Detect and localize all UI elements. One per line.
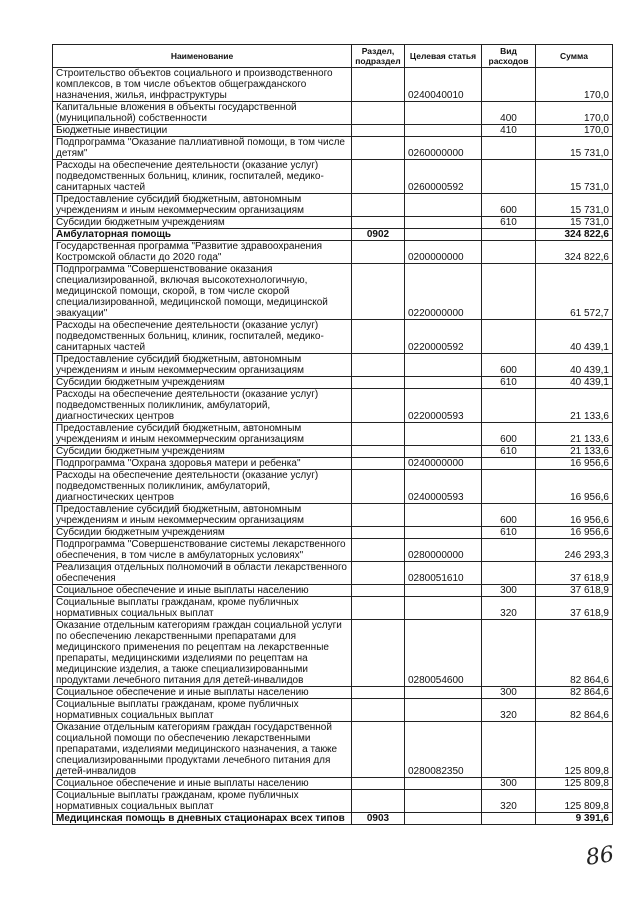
cell-expense bbox=[482, 264, 536, 320]
cell-sum: 125 809,8 bbox=[536, 790, 613, 813]
cell-target: 0280000000 bbox=[405, 539, 482, 562]
cell-section bbox=[352, 597, 405, 620]
cell-expense bbox=[482, 813, 536, 825]
cell-expense: 300 bbox=[482, 778, 536, 790]
cell-target: 0240000593 bbox=[405, 470, 482, 504]
cell-name: Субсидии бюджетным учреждениям bbox=[53, 446, 352, 458]
table-row bbox=[53, 790, 613, 813]
cell-sum: 15 731,0 bbox=[536, 137, 613, 160]
cell-section bbox=[352, 778, 405, 790]
cell-name: Расходы на обеспечение деятельности (оказание услуг) подведомственных поликлиник, амбулаторий, диагностических центров bbox=[53, 389, 352, 423]
cell-expense bbox=[482, 458, 536, 470]
cell-name: Капитальные вложения в объекты государственной (муниципальной) собственности bbox=[53, 102, 352, 125]
cell-target: 0220000000 bbox=[405, 264, 482, 320]
cell-section bbox=[352, 527, 405, 539]
cell-expense bbox=[482, 722, 536, 778]
header-target: Целевая статья bbox=[405, 45, 482, 68]
cell-expense bbox=[482, 229, 536, 241]
cell-target: 0260000592 bbox=[405, 160, 482, 194]
table-row bbox=[53, 585, 613, 597]
cell-expense: 320 bbox=[482, 699, 536, 722]
cell-sum: 15 731,0 bbox=[536, 160, 613, 194]
cell-sum: 125 809,8 bbox=[536, 778, 613, 790]
table-row bbox=[53, 446, 613, 458]
cell-sum: 246 293,3 bbox=[536, 539, 613, 562]
cell-section bbox=[352, 470, 405, 504]
cell-name: Субсидии бюджетным учреждениям bbox=[53, 527, 352, 539]
cell-section bbox=[352, 102, 405, 125]
cell-expense: 320 bbox=[482, 597, 536, 620]
cell-expense: 410 bbox=[482, 125, 536, 137]
header-sum: Сумма bbox=[536, 45, 613, 68]
cell-expense: 320 bbox=[482, 790, 536, 813]
table-row bbox=[53, 354, 613, 377]
cell-sum: 16 956,6 bbox=[536, 504, 613, 527]
cell-target bbox=[405, 125, 482, 137]
table-row bbox=[53, 458, 613, 470]
table-row bbox=[53, 423, 613, 446]
cell-name: Амбулаторная помощь bbox=[53, 229, 352, 241]
cell-name: Строительство объектов социального и производственного комплексов, в том числе объектов общегражданского назначения, жилья, инфраструктуры bbox=[53, 68, 352, 102]
cell-name: Субсидии бюджетным учреждениям bbox=[53, 217, 352, 229]
table-row bbox=[53, 597, 613, 620]
cell-expense bbox=[482, 68, 536, 102]
cell-target bbox=[405, 446, 482, 458]
cell-section bbox=[352, 539, 405, 562]
cell-name: Расходы на обеспечение деятельности (оказание услуг) подведомственных больниц, клиник, госпиталей, медико-санитарных частей bbox=[53, 320, 352, 354]
cell-expense bbox=[482, 160, 536, 194]
cell-expense: 610 bbox=[482, 217, 536, 229]
cell-sum: 170,0 bbox=[536, 102, 613, 125]
table-row bbox=[53, 102, 613, 125]
document-page bbox=[52, 44, 612, 825]
cell-name: Предоставление субсидий бюджетным, автономным учреждениям и иным некоммерческим организациям bbox=[53, 354, 352, 377]
cell-sum: 125 809,8 bbox=[536, 722, 613, 778]
cell-target bbox=[405, 229, 482, 241]
cell-section bbox=[352, 687, 405, 699]
cell-target bbox=[405, 527, 482, 539]
table-row bbox=[53, 68, 613, 102]
cell-sum: 21 133,6 bbox=[536, 423, 613, 446]
cell-sum: 40 439,1 bbox=[536, 377, 613, 389]
cell-section bbox=[352, 585, 405, 597]
cell-sum: 9 391,6 bbox=[536, 813, 613, 825]
cell-expense: 600 bbox=[482, 354, 536, 377]
cell-name: Социальное обеспечение и иные выплаты населению bbox=[53, 585, 352, 597]
cell-sum: 37 618,9 bbox=[536, 562, 613, 585]
cell-name: Расходы на обеспечение деятельности (оказание услуг) подведомственных больниц, клиник, госпиталей, медико-санитарных частей bbox=[53, 160, 352, 194]
cell-target bbox=[405, 102, 482, 125]
table-row bbox=[53, 160, 613, 194]
table-row bbox=[53, 229, 613, 241]
table-row bbox=[53, 320, 613, 354]
cell-name: Подпрограмма "Охрана здоровья матери и ребенка" bbox=[53, 458, 352, 470]
cell-target bbox=[405, 504, 482, 527]
cell-sum: 82 864,6 bbox=[536, 699, 613, 722]
cell-target: 0220000592 bbox=[405, 320, 482, 354]
cell-expense bbox=[482, 562, 536, 585]
cell-name: Предоставление субсидий бюджетным, автономным учреждениям и иным некоммерческим организациям bbox=[53, 423, 352, 446]
table-row bbox=[53, 470, 613, 504]
cell-sum: 170,0 bbox=[536, 125, 613, 137]
cell-section bbox=[352, 320, 405, 354]
cell-expense: 610 bbox=[482, 527, 536, 539]
cell-name: Социальное обеспечение и иные выплаты населению bbox=[53, 687, 352, 699]
cell-expense: 600 bbox=[482, 194, 536, 217]
cell-target bbox=[405, 194, 482, 217]
cell-expense: 600 bbox=[482, 423, 536, 446]
cell-sum: 37 618,9 bbox=[536, 585, 613, 597]
cell-name: Социальные выплаты гражданам, кроме публичных нормативных социальных выплат bbox=[53, 699, 352, 722]
cell-section bbox=[352, 446, 405, 458]
cell-section bbox=[352, 504, 405, 527]
cell-target bbox=[405, 790, 482, 813]
cell-target bbox=[405, 813, 482, 825]
table-row bbox=[53, 137, 613, 160]
cell-sum: 324 822,6 bbox=[536, 229, 613, 241]
table-row bbox=[53, 778, 613, 790]
cell-name: Социальные выплаты гражданам, кроме публичных нормативных социальных выплат bbox=[53, 597, 352, 620]
cell-sum: 61 572,7 bbox=[536, 264, 613, 320]
cell-expense bbox=[482, 470, 536, 504]
cell-target: 0280082350 bbox=[405, 722, 482, 778]
table-row bbox=[53, 125, 613, 137]
table-row bbox=[53, 527, 613, 539]
cell-section bbox=[352, 699, 405, 722]
table-row bbox=[53, 389, 613, 423]
cell-name: Бюджетные инвестиции bbox=[53, 125, 352, 137]
cell-section: 0902 bbox=[352, 229, 405, 241]
cell-sum: 170,0 bbox=[536, 68, 613, 102]
cell-sum: 82 864,6 bbox=[536, 687, 613, 699]
cell-name: Реализация отдельных полномочий в области лекарственного обеспечения bbox=[53, 562, 352, 585]
cell-name: Предоставление субсидий бюджетным, автономным учреждениям и иным некоммерческим организациям bbox=[53, 194, 352, 217]
cell-section bbox=[352, 241, 405, 264]
cell-sum: 324 822,6 bbox=[536, 241, 613, 264]
cell-section bbox=[352, 137, 405, 160]
cell-section bbox=[352, 194, 405, 217]
cell-expense bbox=[482, 539, 536, 562]
cell-name: Медицинская помощь в дневных стационарах всех типов bbox=[53, 813, 352, 825]
cell-sum: 82 864,6 bbox=[536, 620, 613, 687]
table-row bbox=[53, 687, 613, 699]
cell-target: 0280051610 bbox=[405, 562, 482, 585]
table-row bbox=[53, 620, 613, 687]
cell-section bbox=[352, 125, 405, 137]
cell-expense: 600 bbox=[482, 504, 536, 527]
cell-section bbox=[352, 620, 405, 687]
cell-name: Оказание отдельным категориям граждан государственной социальной помощи по обеспечению лекарственными препаратами, изделиями медицинского назначения, а также специализированными продуктами лечебного питания для детей-инвалидов bbox=[53, 722, 352, 778]
cell-target: 0280054600 bbox=[405, 620, 482, 687]
header-name: Наименование bbox=[53, 45, 352, 68]
cell-section bbox=[352, 562, 405, 585]
cell-sum: 21 133,6 bbox=[536, 389, 613, 423]
cell-name: Социальное обеспечение и иные выплаты населению bbox=[53, 778, 352, 790]
cell-name: Оказание отдельным категориям граждан социальной услуги по обеспечению лекарственными препаратами для медицинского применения по рецептам на лекарственные препараты, медицинскими изделиями по рецептам на медицинские изделия, а также специализированными продуктами лечебного питания для детей-инвалидов bbox=[53, 620, 352, 687]
cell-target bbox=[405, 354, 482, 377]
cell-name: Предоставление субсидий бюджетным, автономным учреждениям и иным некоммерческим организациям bbox=[53, 504, 352, 527]
cell-sum: 16 956,6 bbox=[536, 527, 613, 539]
cell-target bbox=[405, 687, 482, 699]
cell-sum: 37 618,9 bbox=[536, 597, 613, 620]
budget-table bbox=[52, 44, 613, 825]
cell-name: Государственная программа "Развитие здравоохранения Костромской области до 2020 года" bbox=[53, 241, 352, 264]
cell-expense bbox=[482, 241, 536, 264]
cell-name: Расходы на обеспечение деятельности (оказание услуг) подведомственных поликлиник, амбулаторий, диагностических центров bbox=[53, 470, 352, 504]
cell-target bbox=[405, 217, 482, 229]
cell-sum: 15 731,0 bbox=[536, 194, 613, 217]
table-row bbox=[53, 264, 613, 320]
table-row bbox=[53, 504, 613, 527]
cell-expense: 610 bbox=[482, 446, 536, 458]
table-header bbox=[53, 45, 613, 68]
page-number: 86 bbox=[584, 842, 616, 871]
cell-expense: 610 bbox=[482, 377, 536, 389]
cell-expense bbox=[482, 620, 536, 687]
table-row bbox=[53, 377, 613, 389]
table-row bbox=[53, 722, 613, 778]
cell-target: 0240040010 bbox=[405, 68, 482, 102]
table-row bbox=[53, 194, 613, 217]
cell-section bbox=[352, 377, 405, 389]
cell-target bbox=[405, 585, 482, 597]
cell-expense bbox=[482, 137, 536, 160]
cell-sum: 40 439,1 bbox=[536, 320, 613, 354]
cell-sum: 16 956,6 bbox=[536, 458, 613, 470]
cell-section bbox=[352, 458, 405, 470]
table-row bbox=[53, 699, 613, 722]
cell-target: 0240000000 bbox=[405, 458, 482, 470]
cell-section bbox=[352, 217, 405, 229]
cell-section bbox=[352, 264, 405, 320]
table-row bbox=[53, 813, 613, 825]
header-section: Раздел, подраздел bbox=[352, 45, 405, 68]
header-expense: Вид расходов bbox=[482, 45, 536, 68]
table-body bbox=[53, 68, 613, 825]
cell-sum: 15 731,0 bbox=[536, 217, 613, 229]
cell-target bbox=[405, 699, 482, 722]
cell-sum: 16 956,6 bbox=[536, 470, 613, 504]
cell-section: 0903 bbox=[352, 813, 405, 825]
cell-name: Подпрограмма "Совершенствование оказания специализированной, включая высокотехнологичную, медицинской помощи, скорой, в том числе скорой специализированной, медицинской помощи, медицинской эвакуации" bbox=[53, 264, 352, 320]
cell-section bbox=[352, 722, 405, 778]
cell-name: Социальные выплаты гражданам, кроме публичных нормативных социальных выплат bbox=[53, 790, 352, 813]
cell-sum: 21 133,6 bbox=[536, 446, 613, 458]
cell-section bbox=[352, 354, 405, 377]
cell-name: Субсидии бюджетным учреждениям bbox=[53, 377, 352, 389]
cell-expense: 400 bbox=[482, 102, 536, 125]
cell-section bbox=[352, 790, 405, 813]
cell-expense bbox=[482, 320, 536, 354]
cell-target bbox=[405, 778, 482, 790]
table-row bbox=[53, 217, 613, 229]
cell-name: Подпрограмма "Оказание паллиативной помощи, в том числе детям" bbox=[53, 137, 352, 160]
cell-section bbox=[352, 160, 405, 194]
cell-expense: 300 bbox=[482, 687, 536, 699]
cell-section bbox=[352, 68, 405, 102]
cell-section bbox=[352, 389, 405, 423]
cell-target: 0220000593 bbox=[405, 389, 482, 423]
cell-target bbox=[405, 597, 482, 620]
cell-target bbox=[405, 423, 482, 446]
table-row bbox=[53, 539, 613, 562]
table-row bbox=[53, 241, 613, 264]
cell-expense: 300 bbox=[482, 585, 536, 597]
cell-target: 0260000000 bbox=[405, 137, 482, 160]
cell-target bbox=[405, 377, 482, 389]
cell-sum: 40 439,1 bbox=[536, 354, 613, 377]
cell-name: Подпрограмма "Совершенствование системы лекарственного обеспечения, в том числе в амбулаторных условиях" bbox=[53, 539, 352, 562]
cell-target: 0200000000 bbox=[405, 241, 482, 264]
table-row bbox=[53, 562, 613, 585]
cell-expense bbox=[482, 389, 536, 423]
cell-section bbox=[352, 423, 405, 446]
header-row bbox=[53, 45, 613, 68]
